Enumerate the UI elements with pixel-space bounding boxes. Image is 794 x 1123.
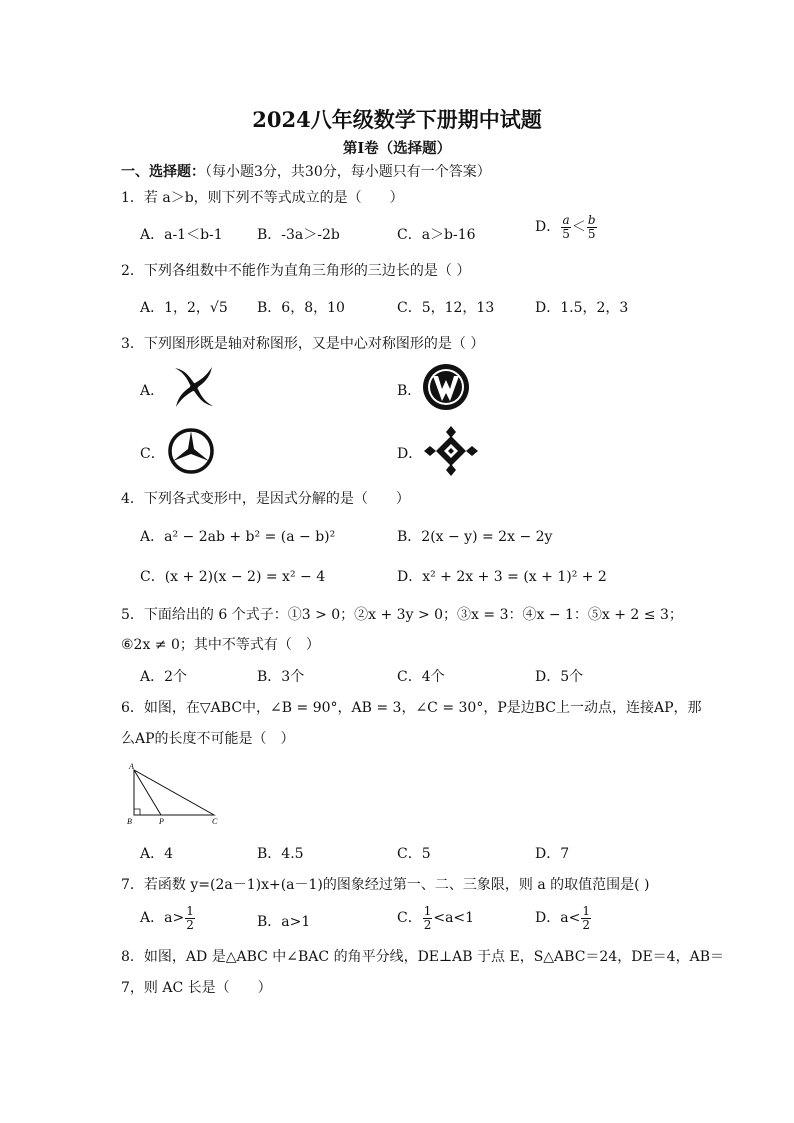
relation-sign: ＜ — [571, 219, 586, 236]
q5-option-b[interactable]: B．3个 — [257, 669, 305, 685]
section-note: （每小题3分，共30分，每小题只有一个答案） — [205, 164, 491, 180]
vw-logo-icon — [421, 363, 471, 411]
triangle-figure — [124, 760, 224, 830]
q5-option-a[interactable]: A．2个 — [140, 669, 188, 685]
section-subtitle: 第Ⅰ卷（选择题） — [342, 140, 452, 157]
q3-option-a[interactable]: A． — [140, 383, 165, 399]
q7-option-a-text: A．a> — [140, 910, 185, 927]
q3-option-d[interactable]: D． — [397, 446, 423, 462]
q2-option-c[interactable]: C．5，12，13 — [397, 300, 495, 316]
q4-option-c[interactable]: C．(x + 2)(x − 2) = x² − 4 — [140, 569, 326, 585]
q7-option-b[interactable]: B．a>1 — [257, 914, 311, 930]
question-6-stem-line1: 6．如图，在▽ABC中，∠B = 90°，AB = 3，∠C = 30°，P是边BC上一动点，连接AP，那 — [121, 700, 702, 716]
q1-option-b[interactable]: B．-3a＞-2b — [257, 227, 340, 243]
question-8-stem-line1: 8．如图，AD 是△ABC 中∠BAC 的角平分线，DE⊥AB 于点 E，S△ABC＝24，DE＝4，AB＝ — [121, 949, 724, 965]
q4-option-a[interactable]: A．a² − 2ab + b² = (a − b)² — [140, 529, 336, 545]
q6-option-a[interactable]: A．4 — [140, 846, 174, 862]
q6-option-b[interactable]: B．4.5 — [257, 846, 304, 862]
question-1-stem: 1．若 a＞b，则下列不等式成立的是（ ） — [121, 190, 404, 206]
vertex-label-b: B — [127, 817, 132, 826]
q7-option-d[interactable] — [535, 905, 592, 931]
fraction-one-half: $\frac{1}{2}$ — [423, 904, 432, 932]
q3-option-b[interactable]: B． — [397, 383, 422, 399]
question-2-stem: 2．下列各组数中不能作为直角三角形的三边长的是（ ） — [121, 263, 471, 279]
vertex-label-p: P — [159, 817, 164, 826]
q7-option-a[interactable] — [140, 905, 196, 931]
question-7-stem: 7．若函数 y=(2a－1)x+(a－1)的图象经过第一、二、三象限，则 a 的取值范围是( ) — [121, 877, 650, 893]
q7-option-c-text: <a<1 — [433, 910, 475, 927]
q2-option-d[interactable]: D．1.5，2，3 — [535, 300, 629, 316]
q1-option-d-label: D． — [535, 219, 561, 236]
mercedes-star-icon — [164, 427, 218, 475]
question-5-stem-line1: 5．下面给出的 6 个式子：①3 > 0；②x + 3y > 0；③x = 3：④x − 1：⑤x + 2 ≤ 3； — [121, 607, 683, 623]
section-header — [121, 161, 491, 181]
q1-option-c[interactable]: C．a＞b-16 — [397, 227, 476, 243]
q7-option-c-label: C． — [397, 910, 422, 927]
pinwheel-icon — [167, 362, 221, 412]
q2-option-b[interactable]: B．6，8，10 — [257, 300, 345, 316]
q1-option-a[interactable]: A．a-1＜b-1 — [140, 227, 223, 243]
q3-option-c[interactable]: C． — [140, 446, 165, 462]
q4-option-d[interactable]: D．x² + 2x + 3 = (x + 1)² + 2 — [397, 569, 607, 585]
fraction: $\frac{a}{5}$ — [562, 213, 570, 241]
q6-option-c[interactable]: C．5 — [397, 846, 431, 862]
q2-option-a[interactable]: A．1，2，√5 — [140, 300, 228, 316]
section-label: 一、选择题： — [121, 164, 205, 180]
question-6-stem-line2: 么AP的长度不可能是（ ） — [121, 731, 295, 747]
question-3-stem: 3．下列图形既是轴对称图形，又是中心对称图形的是（ ） — [121, 336, 485, 352]
vertex-label-c: C — [212, 817, 218, 826]
q7-option-d-text: D．a< — [535, 910, 581, 927]
vertex-label-a: A — [129, 762, 134, 771]
q4-option-b[interactable]: B．2(x − y) = 2x − 2y — [397, 529, 553, 545]
q5-option-d[interactable]: D．5个 — [535, 669, 584, 685]
q5-option-c[interactable]: C．4个 — [397, 669, 445, 685]
q1-option-d[interactable] — [535, 214, 598, 240]
q6-option-d[interactable]: D．7 — [535, 846, 570, 862]
question-8-stem-line2: 7，则 AC 长是（ ） — [121, 980, 272, 996]
fraction: $\frac{b}{5}$ — [587, 213, 596, 241]
question-5-stem-line2: ⑥2x ≠ 0；其中不等式有（ ） — [121, 637, 320, 653]
diamond-ornament-icon — [422, 424, 480, 478]
fraction-one-half: $\frac{1}{2}$ — [186, 904, 194, 932]
page-title: 2024八年级数学下册期中试题 — [252, 107, 542, 132]
question-4-stem: 4．下列各式变形中，是因式分解的是（ ） — [121, 491, 410, 507]
fraction-one-half: $\frac{1}{2}$ — [582, 904, 590, 932]
q7-option-c[interactable] — [397, 905, 474, 931]
